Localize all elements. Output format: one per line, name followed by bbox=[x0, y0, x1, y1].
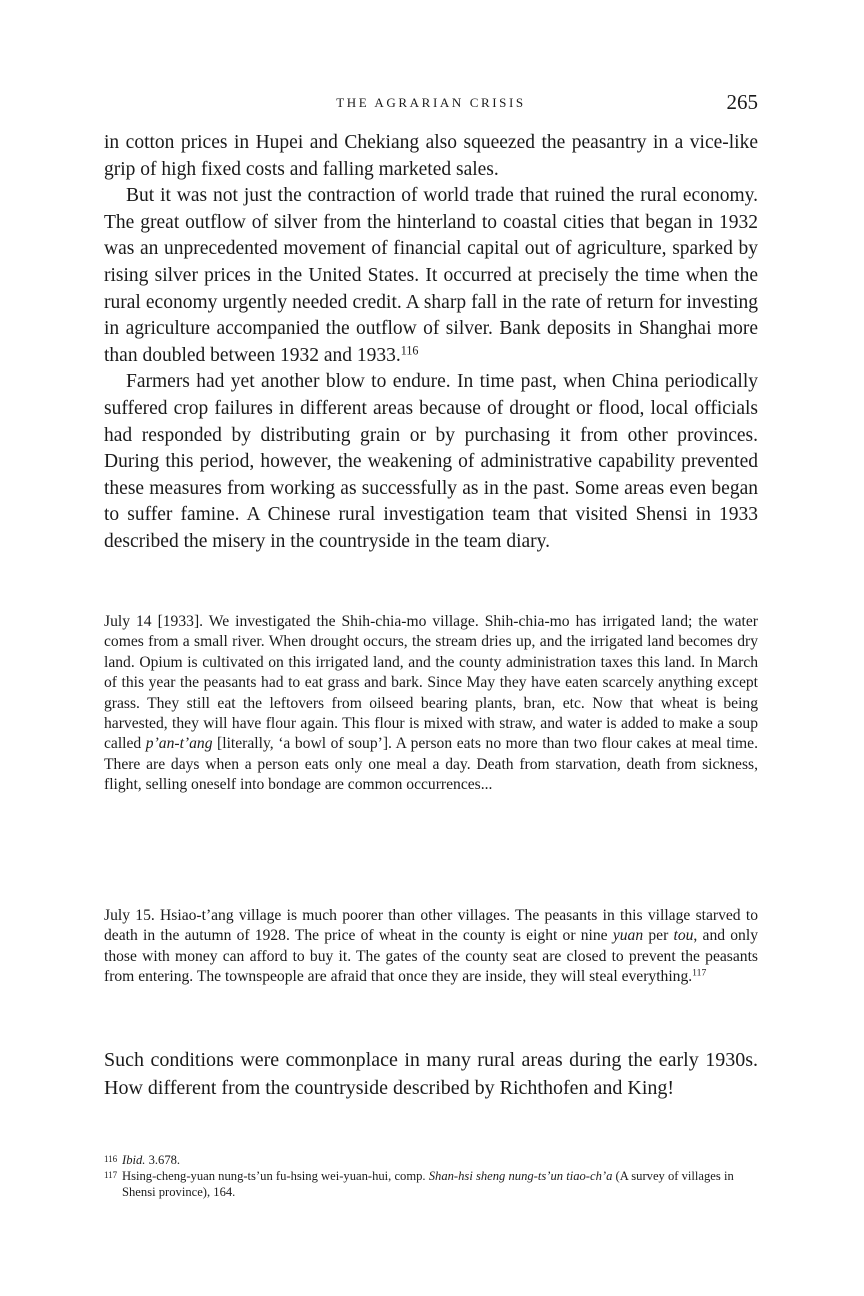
page-number: 265 bbox=[726, 90, 758, 114]
body-text bbox=[104, 130, 758, 556]
footnote-ref-117: 117 bbox=[692, 967, 707, 979]
paragraph-continued: in cotton prices in Hupei and Chekiang also squeezed the peasantry in a vice-like grip of high fixed costs and falling marketed sales. bbox=[104, 132, 758, 180]
footnote-number: 117 bbox=[104, 1170, 118, 1180]
paragraph-silver-outflow: But it was not just the contraction of world trade that ruined the rural economy. The great outflow of silver from the hinterland to coastal cities that began in 1932 was an unprecedented movement of financial capital out of agriculture, sparked by rising silver prices in the United States. It occurred at precisely the time when the rural economy urgently needed credit. A sharp fall in the rate of return for investing in agriculture accompanied the outflow of silver. Bank deposits in Shanghai more than doubled between 1932 and 1933.$^{116}$ bbox=[104, 185, 758, 366]
closing-paragraph: Such conditions were commonplace in many rural areas during the early 1930s. How different from the countryside described by Richthofen and King! bbox=[104, 1049, 758, 1099]
term-tou: tou bbox=[673, 927, 694, 945]
footnote-116: 116 Ibid. 3.678. bbox=[104, 1153, 181, 1167]
term-pan-tang: p’an-t’ang bbox=[145, 735, 213, 753]
footnote-ref-116: 116 bbox=[400, 343, 419, 358]
block-quote-july-14: July 14 [1933]. We investigated the Shih-chia-mo village. Shih-chia-mo has irrigated land; the water comes from a small river. When drought occurs, the stream dries up, and the irrigated land becomes dry land. Opium is cultivated on this irrigated land, and the county administration taxes this land. In March of this year the peasants had to eat grass and bark. Since May they have eaten scarcely anything except grass. They still eat the leftovers from oilseed bearing plants, bran, etc. Now that wheat is being harvested, they will have flour again. This flour is mixed with straw, and water is added to make a soup called p’an-t’ang [literally, ‘a bowl of soup’]. A person eats no more than two flour cakes at meal time. There are days when a person eats only one meal a day. Death from starvation, death from sickness, flight, selling oneself into bondage are common occurrences... bbox=[104, 613, 758, 794]
footnote-number: 116 bbox=[104, 1154, 118, 1164]
footnote-ibid: Ibid. bbox=[122, 1153, 146, 1167]
footnotes bbox=[104, 1152, 758, 1200]
running-title: THE AGRARIAN CRISIS bbox=[336, 95, 526, 110]
footnote-117: 117 Hsing-cheng-yuan nung-ts’un fu-hsing wei-yuan-hui, comp. Shan-hsi sheng nung-ts’un tiao-ch’a (A survey of villages in Shensi province), 164. bbox=[104, 1169, 734, 1199]
paragraph-crop-failures: Farmers had yet another blow to endure. In time past, when China periodically suffered crop failures in different areas because of drought or flood, local officials had responded by distributing grain or by purchasing it from other provinces. During this period, however, the weakening of administrative capability prevented these measures from working as successfully as in the past. Some areas even began to suffer famine. A Chinese rural investigation team that visited Shensi in 1933 described the misery in the countryside in the team diary. bbox=[104, 371, 758, 552]
running-head bbox=[104, 92, 758, 116]
footnote-source-title: Shan-hsi sheng nung-ts’un tiao-ch’a bbox=[428, 1169, 613, 1183]
block-quote-july-15: July 15. Hsiao-t’ang village is much poorer than other villages. The peasants in this village starved to death in the autumn of 1928. The price of wheat in the county is eight or nine yuan per tou, and only those with money can afford to buy it. The gates of the county seat are closed to prevent the peasants from entering. The townspeople are afraid that once they are inside, they will steal everything.$^{117}$ bbox=[104, 907, 758, 986]
term-yuan: yuan bbox=[612, 927, 644, 945]
